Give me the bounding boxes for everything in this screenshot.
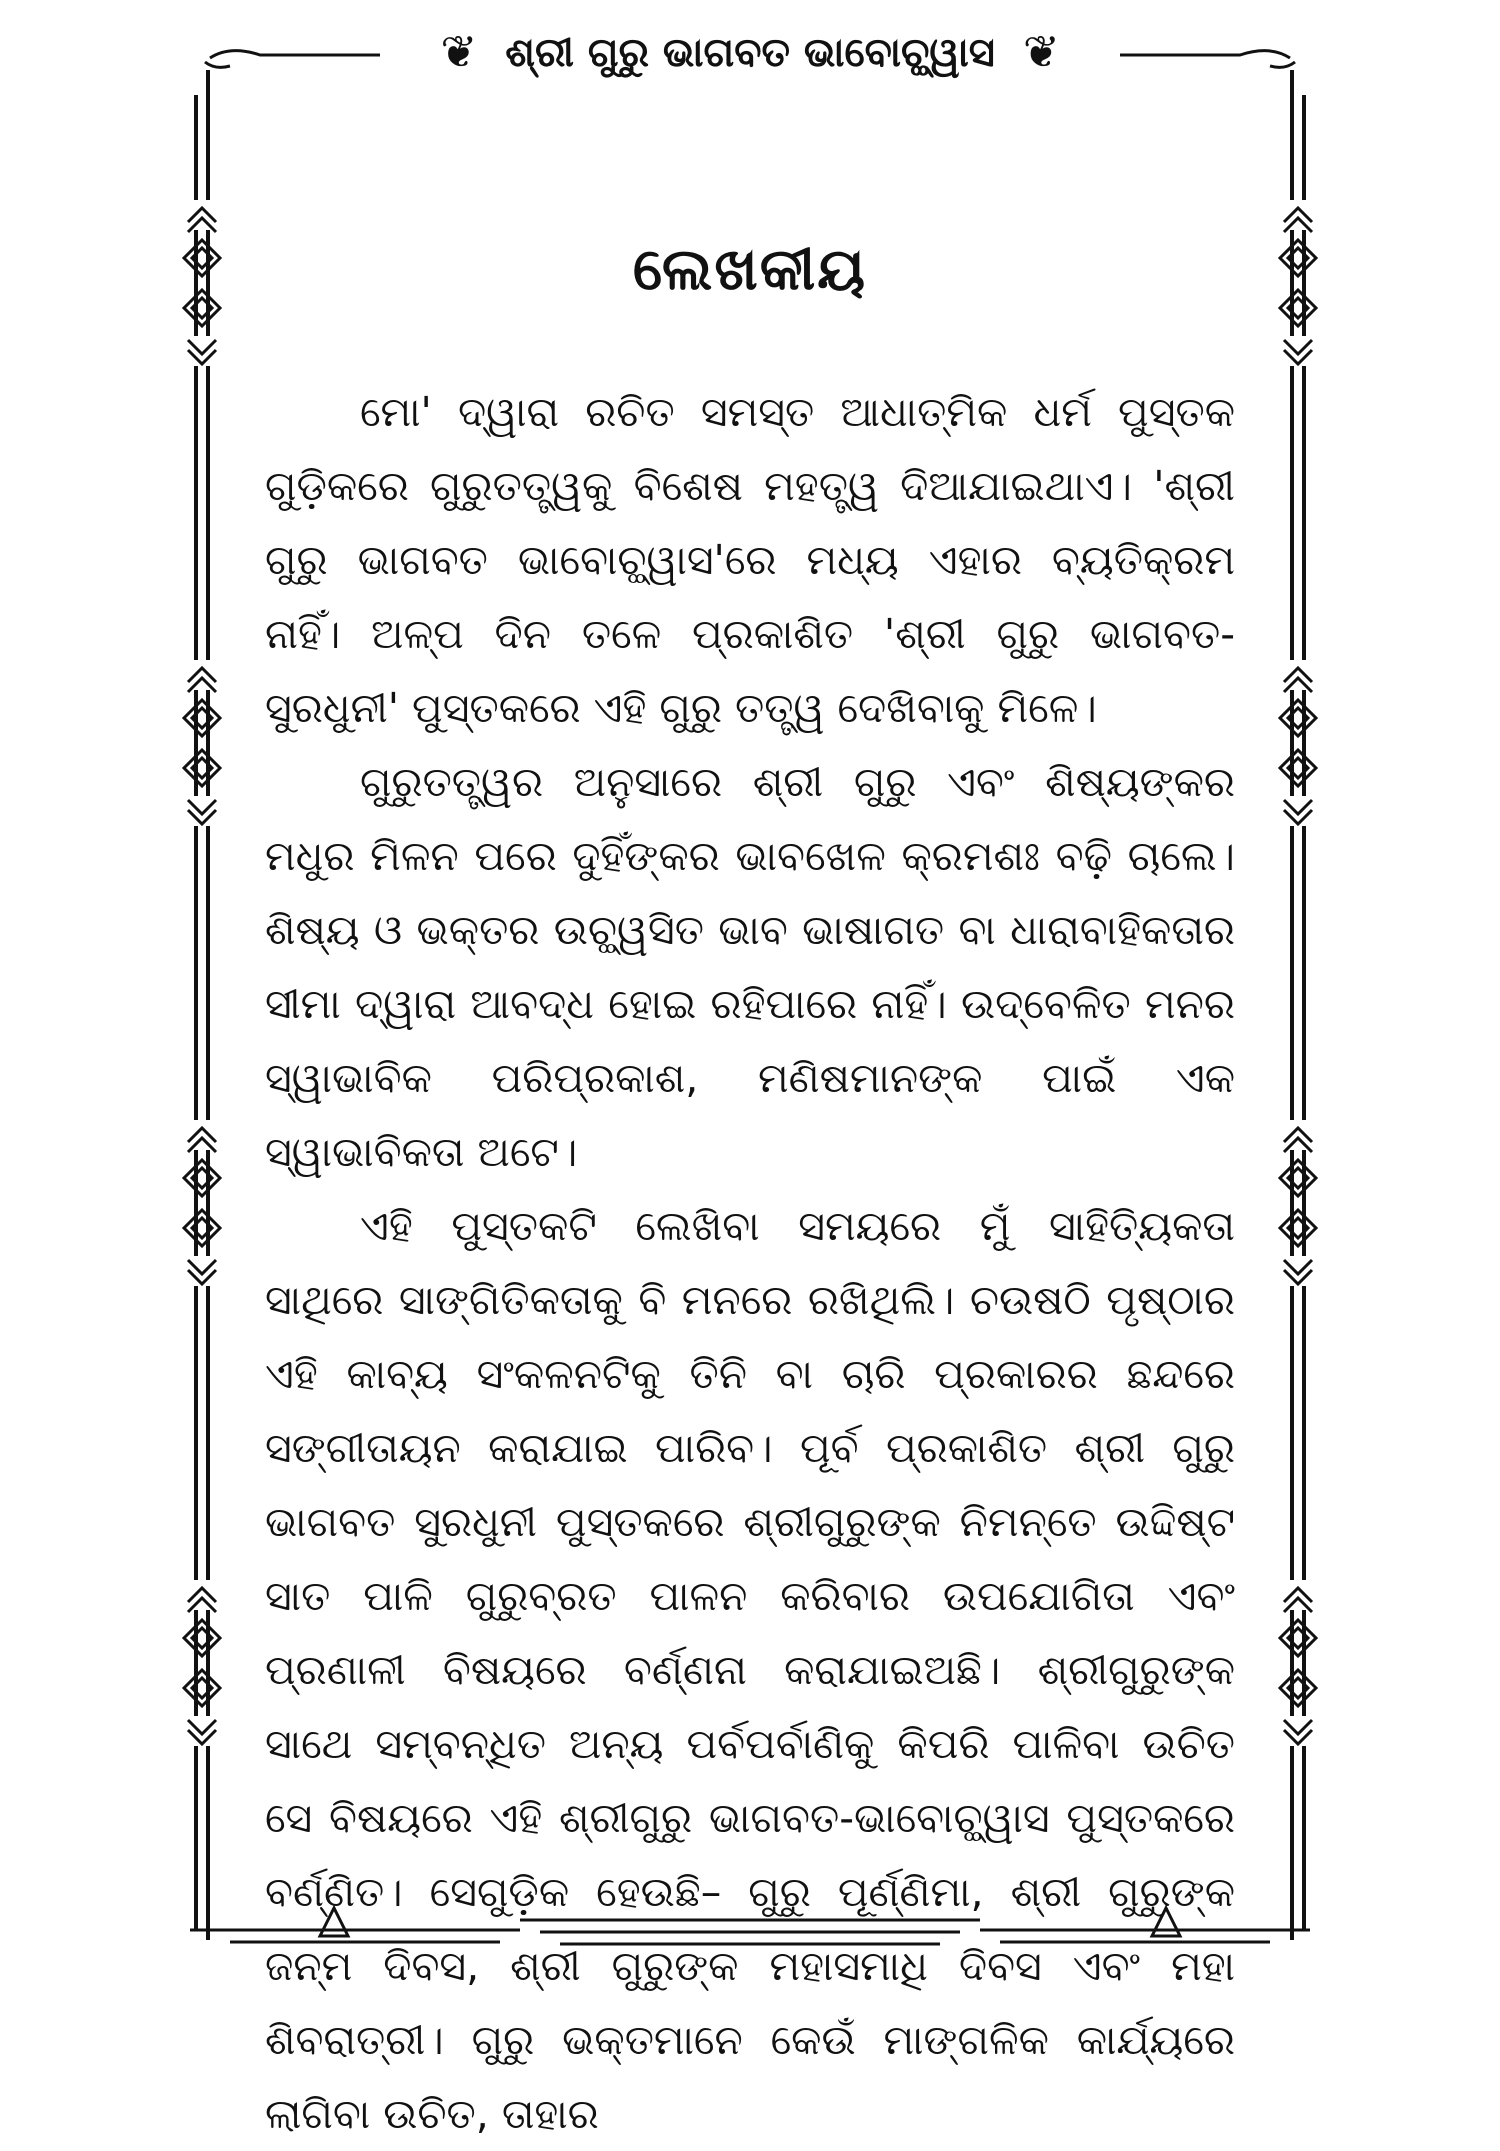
body-text — [265, 375, 1235, 2151]
paragraph: ଏହି ପୁସ୍ତକଟି ଲେଖିବା ସମୟରେ ମୁଁ ସାହିତ୍ୟିକତା ସାଥିରେ ସାଙ୍ଗିତିକତାକୁ ବି ମନରେ ରଖିଥିଲି। ଚଉଷଠି ପୃଷ୍ଠାର ଏହି କାବ୍ୟ ସଂକଳନଟିକୁ ତିନି ବା ଚାରି ପ୍ରକାରର ଛନ୍ଦରେ ସଙ୍ଗୀତାୟନ କରାଯାଇ ପାରିବ। ପୂର୍ବ ପ୍ରକାଶିତ ଶ୍ରୀ ଗୁରୁ ଭାଗବତ ସୁରଧୁନୀ ପୁସ୍ତକରେ ଶ୍ରୀଗୁରୁଙ୍କ ନିମନ୍ତେ ଉଦ୍ଦିଷ୍ଟ ସାତ ପାଳି ଗୁରୁବ୍ରତ ପାଳନ କରିବାର ଉପଯୋଗିତା ଏବଂ ପ୍ରଣାଳୀ ବିଷୟରେ ବର୍ଣ୍ଣନା କରାଯାଇଅଛି। ଶ୍ରୀଗୁରୁଙ୍କ ସାଥେ ସମ୍ବନ୍ଧିତ ଅନ୍ୟ ପର୍ବପର୍ବାଣିକୁ କିପରି ପାଳିବା ଉଚିତ ସେ ବିଷୟରେ ଏହି ଶ୍ରୀଗୁରୁ ଭାଗବତ-ଭାବୋଚ୍ଛ୍ୱାସ ପୁସ୍ତକରେ ବର୍ଣ୍ଣିତ। ସେଗୁଡ଼ିକ ହେଉଛି– ଗୁରୁ ପୂର୍ଣ୍ଣିମା, ଶ୍ରୀ ଗୁରୁଙ୍କ ଜନ୍ମ ଦିବସ, ଶ୍ରୀ ଗୁରୁଙ୍କ ମହାସମାଧି ଦିବସ ଏବଂ ମହା ଶିବରାତ୍ରୀ। ଗୁରୁ ଭକ୍ତମାନେ କେଉଁ ମାଙ୍ଗଳିକ କାର୍ଯ୍ୟରେ ଲାଗିବା ଉଚିତ, ତାହାର — [265, 1202, 1235, 2138]
right-diamond-ornaments — [1280, 240, 1316, 1706]
running-header — [380, 18, 1120, 88]
header-title: ଶ୍ରୀ ଗୁରୁ ଭାଗବତ ଭାବୋଚ୍ଛ୍ୱାସ — [499, 30, 1001, 76]
paragraph: ଗୁରୁତତ୍ତ୍ୱର ଅନୁସାରେ ଶ୍ରୀ ଗୁରୁ ଏବଂ ଶିଷ୍ୟଙ୍କର ମଧୁର ମିଳନ ପରେ ଦୁହିଁଙ୍କର ଭାବଖେଳ କ୍ରମଶଃ ବଢ଼ି ଚାଲେ। ଶିଷ୍ୟ ଓ ଭକ୍ତର ଉଚ୍ଛ୍ୱସିତ ଭାବ ଭାଷାଗତ ବା ଧାରାବାହିକତାର ସୀମା ଦ୍ୱାରା ଆବଦ୍ଧ ହୋଇ ରହିପାରେ ନାହିଁ। ଉଦ୍‌ବେଳିତ ମନର ସ୍ୱାଭାବିକ ପରିପ୍ରକାଶ, ମଣିଷମାନଙ୍କ ପାଇଁ ଏକ ସ୍ୱାଭାବିକତା ଅଟେ। — [265, 758, 1235, 1176]
paragraph: ମୋ' ଦ୍ୱାରା ରଚିତ ସମସ୍ତ ଆଧାତ୍ମିକ ଧର୍ମ ପୁସ୍ତକ ଗୁଡ଼ିକରେ ଗୁରୁତତ୍ତ୍ୱକୁ ବିଶେଷ ମହତ୍ତ୍ୱ ଦିଆଯାଇଥାଏ। 'ଶ୍ରୀ ଗୁରୁ ଭାଗବତ ଭାବୋଚ୍ଛ୍ୱାସ'ରେ ମଧ୍ୟ ଏହାର ବ୍ୟତିକ୍ରମ ନାହିଁ। ଅଳ୍ପ ଦିନ ତଳେ ପ୍ରକାଶିତ 'ଶ୍ରୀ ଗୁରୁ ଭାଗବତ-ସୁରଧୁନୀ' ପୁସ୍ତକରେ ଏହି ଗୁରୁ ତତ୍ତ୍ୱ ଦେଖିବାକୁ ମିଳେ। — [265, 388, 1235, 732]
floral-ornament-icon: ❦ — [1022, 27, 1060, 78]
floral-ornament-icon: ❦ — [440, 27, 478, 78]
left-diamond-ornaments — [184, 240, 220, 1706]
section-heading: ଲେଖକୀୟ — [632, 235, 868, 303]
